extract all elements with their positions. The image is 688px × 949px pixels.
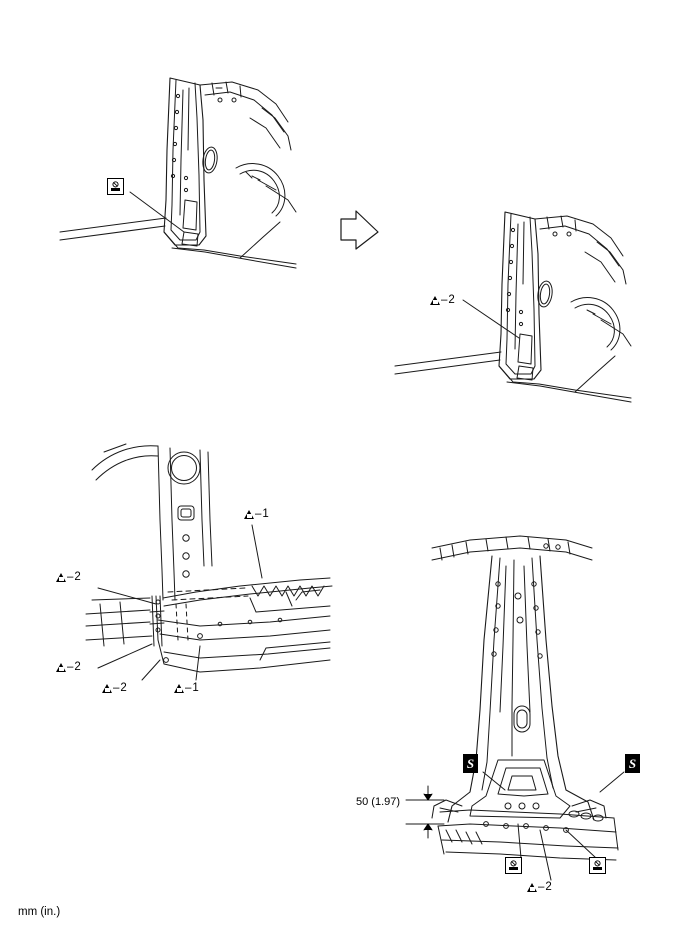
- triangle-icon: [174, 684, 184, 693]
- mid-left-body-panel: [86, 444, 332, 672]
- dimension-label: 50 (1.97): [356, 796, 401, 808]
- triangle-icon: [56, 573, 66, 582]
- sealer-glyph: [592, 860, 603, 871]
- sealer-icon-bottom-right: [589, 857, 606, 874]
- leader-mid-1b: [196, 646, 200, 680]
- callout-dash: –: [67, 571, 74, 583]
- top-left-body-panel: [60, 78, 296, 268]
- callout-number: 2: [120, 682, 127, 694]
- triangle-icon: [244, 510, 254, 519]
- callout-dash: –: [255, 508, 262, 520]
- leader-mid-1a: [252, 525, 262, 578]
- leader-line-top-left: [130, 192, 184, 232]
- s-icon-right: S: [625, 754, 640, 773]
- callout-bottom-2: [527, 881, 552, 893]
- callout-number: 1: [262, 508, 269, 520]
- callout-mid-1a: [244, 508, 269, 520]
- leader-line-top-right: [463, 300, 519, 338]
- unit-note: mm (in.): [18, 906, 61, 918]
- top-right-body-panel: [395, 212, 631, 402]
- callout-top-right-2: [430, 294, 455, 306]
- leader-sealer-left: [518, 824, 521, 858]
- triangle-icon: [527, 883, 537, 892]
- sealer-icon-bottom-left: [505, 857, 522, 874]
- leader-mid-2c: [142, 660, 160, 680]
- leader-mid-2a: [98, 588, 156, 604]
- callout-number: 2: [74, 661, 81, 673]
- callout-number: 1: [192, 682, 199, 694]
- callout-mid-2b: [56, 661, 81, 673]
- dimension-50mm: [406, 786, 444, 838]
- leader-sealer-right: [566, 830, 596, 858]
- sealer-icon-top-left: [107, 178, 124, 195]
- callout-dash: –: [67, 661, 74, 673]
- s-icon-left: S: [463, 754, 478, 773]
- callout-number: 2: [74, 571, 81, 583]
- callout-dash: –: [113, 682, 120, 694]
- leader-bottom-triangle: [540, 830, 551, 880]
- leader-mid-2b: [98, 644, 152, 668]
- sealer-glyph: [508, 860, 519, 871]
- callout-mid-2a: [56, 571, 81, 583]
- bottom-right-center-pillar: [432, 536, 618, 860]
- triangle-icon: [430, 296, 440, 305]
- process-arrow: [341, 211, 378, 249]
- callout-number: 2: [448, 294, 455, 306]
- leader-s-right: [600, 772, 624, 792]
- callout-mid-2c: [102, 682, 127, 694]
- callout-number: 2: [545, 881, 552, 893]
- sealer-glyph: [110, 181, 121, 192]
- callout-dash: –: [185, 682, 192, 694]
- callout-dash: –: [538, 881, 545, 893]
- callout-dash: –: [441, 294, 448, 306]
- callout-mid-1b: [174, 682, 199, 694]
- triangle-icon: [102, 684, 112, 693]
- triangle-icon: [56, 663, 66, 672]
